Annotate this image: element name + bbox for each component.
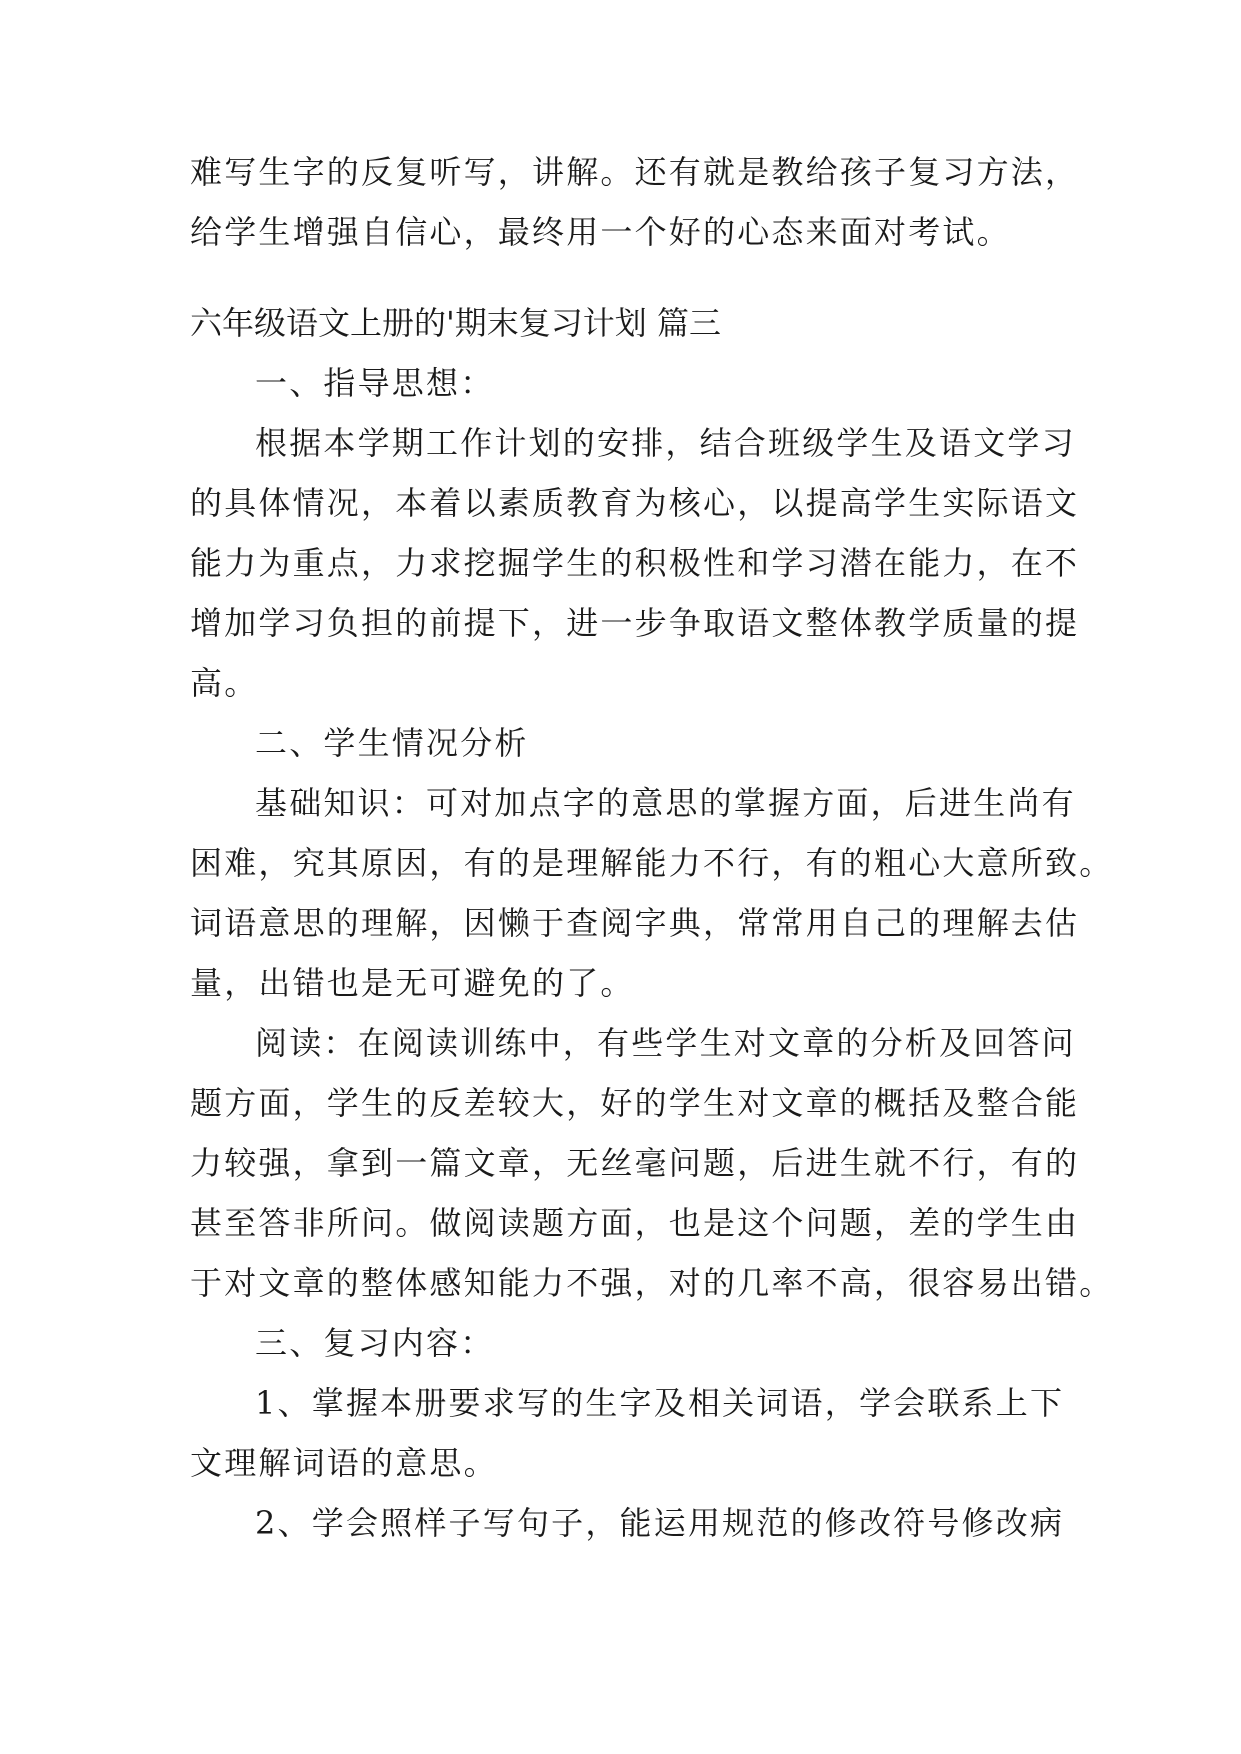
section-heading: 三、复习内容： [255, 1324, 495, 1362]
body-text-line: 给学生增强自信心，最终用一个好的心态来面对考试。 [190, 213, 1011, 251]
body-text-line: 难写生字的反复听写，讲解。还有就是教给孩子复习方法， [190, 153, 1080, 191]
body-text-line: 增加学习负担的前提下，进一步争取语文整体教学质量的提 [190, 604, 1080, 642]
body-text-line: 力较强，拿到一篇文章，无丝毫问题，后进生就不行，有的 [190, 1144, 1080, 1182]
body-text-line: 困难，究其原因，有的是理解能力不行，有的粗心大意所致。 [190, 844, 1114, 882]
list-item-first-line: 1、掌握本册要求写的生字及相关词语，学会联系上下 [255, 1384, 1065, 1422]
body-text-line: 词语意思的理解，因懒于查阅字典，常常用自己的理解去估 [190, 904, 1080, 942]
body-text-line: 文理解词语的意思。 [190, 1444, 498, 1482]
body-text-line: 题方面，学生的反差较大，好的学生对文章的概括及整合能 [190, 1084, 1080, 1122]
section-title: 六年级语文上册的'期末复习计划 篇三 [190, 304, 721, 342]
body-text-line: 量，出错也是无可避免的了。 [190, 964, 635, 1002]
body-text-line: 的具体情况，本着以素质教育为核心，以提高学生实际语文 [190, 484, 1080, 522]
section-heading: 二、学生情况分析 [255, 724, 529, 762]
body-text-line: 甚至答非所问。做阅读题方面，也是这个问题，差的学生由 [190, 1204, 1080, 1242]
section-heading: 一、指导思想： [255, 364, 495, 402]
list-item-first-line: 2、学会照样子写句子，能运用规范的修改符号修改病 [255, 1504, 1065, 1542]
body-text-line: 高。 [190, 664, 259, 702]
body-text-line: 能力为重点，力求挖掘学生的积极性和学习潜在能力，在不 [190, 544, 1080, 582]
paragraph-first-line: 根据本学期工作计划的安排，结合班级学生及语文学习 [255, 424, 1076, 462]
body-text-line: 于对文章的整体感知能力不强，对的几率不高，很容易出错。 [190, 1264, 1114, 1302]
paragraph-first-line: 基础知识：可对加点字的意思的掌握方面，后进生尚有 [255, 784, 1076, 822]
paragraph-first-line: 阅读：在阅读训练中，有些学生对文章的分析及回答问 [255, 1024, 1076, 1062]
